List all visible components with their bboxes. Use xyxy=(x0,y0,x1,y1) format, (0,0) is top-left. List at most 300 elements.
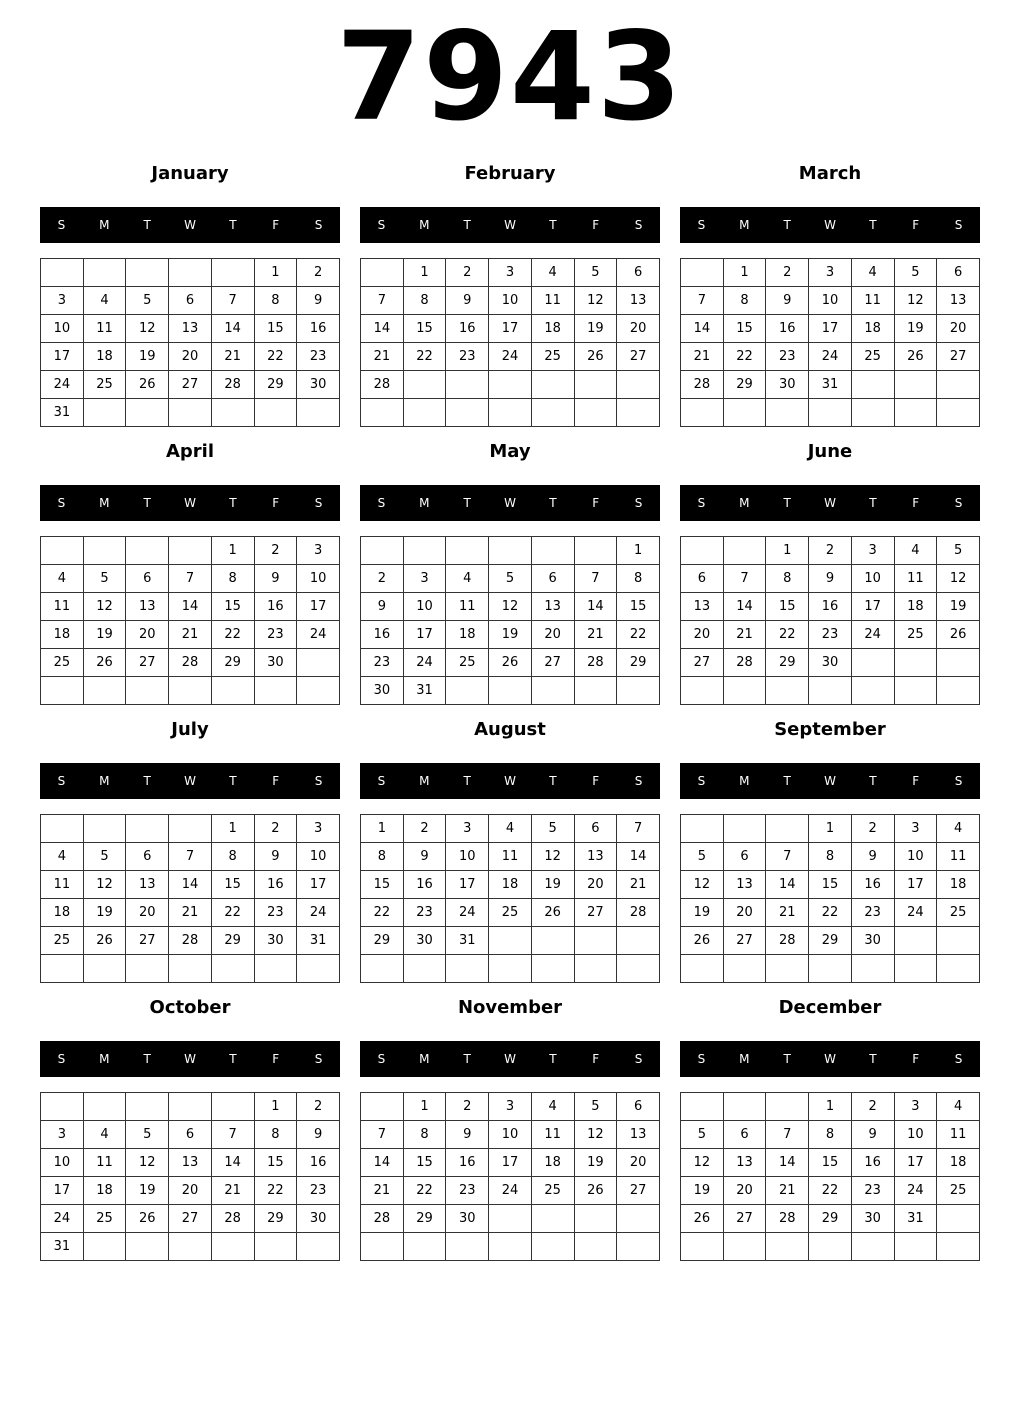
day-cell: 12 xyxy=(574,287,617,315)
day-cell xyxy=(894,677,937,705)
day-cell xyxy=(403,399,446,427)
day-cell xyxy=(937,955,980,983)
day-grid xyxy=(680,814,980,983)
day-cell: 25 xyxy=(531,1177,574,1205)
week-row xyxy=(361,955,660,983)
week-row xyxy=(361,371,660,399)
day-cell: 21 xyxy=(361,343,404,371)
day-cell: 25 xyxy=(937,1177,980,1205)
day-cell xyxy=(574,371,617,399)
day-cell: 24 xyxy=(489,1177,532,1205)
day-cell: 5 xyxy=(531,815,574,843)
day-cell: 15 xyxy=(254,315,297,343)
day-cell: 29 xyxy=(211,649,254,677)
day-grid xyxy=(680,1092,980,1261)
day-cell: 7 xyxy=(169,565,212,593)
day-cell xyxy=(531,1205,574,1233)
day-cell: 13 xyxy=(169,1149,212,1177)
weekday-label: S xyxy=(314,1052,323,1066)
day-cell: 26 xyxy=(126,1205,169,1233)
day-cell: 27 xyxy=(574,899,617,927)
day-cell: 29 xyxy=(403,1205,446,1233)
week-row xyxy=(361,1093,660,1121)
week-row xyxy=(41,621,340,649)
weekday-label: T xyxy=(143,218,151,232)
weekday-label: W xyxy=(824,774,836,788)
weekday-label: F xyxy=(272,774,280,788)
day-cell: 15 xyxy=(809,1149,852,1177)
weekday-label: S xyxy=(634,774,643,788)
day-cell: 20 xyxy=(531,621,574,649)
week-row xyxy=(361,1149,660,1177)
day-cell xyxy=(766,815,809,843)
day-cell xyxy=(446,955,489,983)
day-cell: 18 xyxy=(851,315,894,343)
year-title: 7943 xyxy=(336,6,684,148)
day-cell: 8 xyxy=(766,565,809,593)
day-cell xyxy=(574,677,617,705)
week-row xyxy=(361,649,660,677)
day-cell xyxy=(851,371,894,399)
weekday-label: T xyxy=(463,774,471,788)
day-cell xyxy=(297,677,340,705)
week-row xyxy=(361,315,660,343)
day-cell: 25 xyxy=(489,899,532,927)
day-cell: 6 xyxy=(723,1121,766,1149)
weekday-label: W xyxy=(504,1052,516,1066)
day-cell: 20 xyxy=(617,315,660,343)
day-cell: 4 xyxy=(531,1093,574,1121)
day-cell: 11 xyxy=(531,1121,574,1149)
weekday-label: T xyxy=(143,1052,151,1066)
day-cell: 7 xyxy=(211,287,254,315)
day-cell: 10 xyxy=(297,565,340,593)
week-row xyxy=(41,843,340,871)
day-cell xyxy=(41,955,84,983)
week-row xyxy=(41,371,340,399)
week-row xyxy=(361,1121,660,1149)
week-row xyxy=(361,677,660,705)
weekday-label: T xyxy=(549,774,557,788)
day-cell: 9 xyxy=(809,565,852,593)
day-cell: 15 xyxy=(211,871,254,899)
day-cell: 16 xyxy=(297,315,340,343)
day-cell: 14 xyxy=(169,593,212,621)
day-cell: 8 xyxy=(211,565,254,593)
day-cell xyxy=(297,649,340,677)
month-name: March xyxy=(798,163,862,184)
weekday-label: M xyxy=(739,1052,750,1066)
weekday-label: T xyxy=(229,218,237,232)
day-cell: 26 xyxy=(574,343,617,371)
day-cell: 10 xyxy=(809,287,852,315)
day-cell: 11 xyxy=(446,593,489,621)
weekday-label: S xyxy=(57,774,66,788)
day-cell: 3 xyxy=(809,259,852,287)
day-cell: 19 xyxy=(83,621,126,649)
month-december xyxy=(680,996,980,1260)
day-cell: 21 xyxy=(211,343,254,371)
day-cell: 22 xyxy=(617,621,660,649)
week-row xyxy=(41,315,340,343)
day-cell: 2 xyxy=(297,1093,340,1121)
day-cell xyxy=(169,1233,212,1261)
day-cell: 14 xyxy=(361,1149,404,1177)
day-cell xyxy=(681,1093,724,1121)
day-cell: 7 xyxy=(766,843,809,871)
day-cell xyxy=(531,399,574,427)
day-cell: 10 xyxy=(489,287,532,315)
day-cell: 7 xyxy=(723,565,766,593)
day-cell: 16 xyxy=(361,621,404,649)
day-cell xyxy=(809,399,852,427)
month-name: May xyxy=(489,441,531,462)
day-cell: 5 xyxy=(126,1121,169,1149)
day-cell: 26 xyxy=(531,899,574,927)
day-cell: 8 xyxy=(809,843,852,871)
day-cell: 25 xyxy=(41,927,84,955)
day-cell: 6 xyxy=(574,815,617,843)
day-cell: 17 xyxy=(894,1149,937,1177)
day-cell: 11 xyxy=(489,843,532,871)
day-grid xyxy=(360,536,660,705)
day-cell: 27 xyxy=(531,649,574,677)
day-cell: 25 xyxy=(894,621,937,649)
day-cell: 28 xyxy=(681,371,724,399)
month-june xyxy=(680,440,980,704)
day-cell: 28 xyxy=(211,1205,254,1233)
day-cell: 16 xyxy=(766,315,809,343)
day-cell: 24 xyxy=(894,1177,937,1205)
day-cell: 18 xyxy=(41,899,84,927)
day-cell: 16 xyxy=(254,871,297,899)
day-cell: 27 xyxy=(169,371,212,399)
day-cell: 12 xyxy=(937,565,980,593)
weekday-header xyxy=(360,1041,660,1077)
day-grid xyxy=(680,536,980,705)
day-cell: 11 xyxy=(83,1149,126,1177)
day-cell: 7 xyxy=(211,1121,254,1149)
day-cell xyxy=(446,677,489,705)
day-cell: 21 xyxy=(574,621,617,649)
day-cell xyxy=(83,1233,126,1261)
day-cell xyxy=(297,399,340,427)
week-row xyxy=(361,815,660,843)
weekday-label: T xyxy=(869,774,877,788)
weekday-header xyxy=(680,485,980,521)
day-cell: 7 xyxy=(169,843,212,871)
day-cell: 9 xyxy=(297,1121,340,1149)
day-cell xyxy=(41,815,84,843)
day-cell: 27 xyxy=(126,927,169,955)
day-cell: 6 xyxy=(169,287,212,315)
week-row xyxy=(681,259,980,287)
week-row xyxy=(41,1233,340,1261)
weekday-header xyxy=(680,763,980,799)
day-cell: 9 xyxy=(361,593,404,621)
day-cell: 22 xyxy=(211,899,254,927)
weekday-label: W xyxy=(824,1052,836,1066)
day-cell: 29 xyxy=(809,1205,852,1233)
day-cell: 22 xyxy=(723,343,766,371)
day-grid xyxy=(360,258,660,427)
day-cell: 10 xyxy=(446,843,489,871)
day-cell xyxy=(894,1233,937,1261)
day-cell xyxy=(937,399,980,427)
day-cell xyxy=(681,677,724,705)
day-cell: 22 xyxy=(403,1177,446,1205)
day-cell: 15 xyxy=(617,593,660,621)
day-cell: 19 xyxy=(126,343,169,371)
day-cell: 5 xyxy=(83,843,126,871)
weekday-header xyxy=(40,763,340,799)
week-row xyxy=(361,287,660,315)
day-cell: 26 xyxy=(574,1177,617,1205)
day-cell: 5 xyxy=(574,1093,617,1121)
day-cell: 25 xyxy=(41,649,84,677)
weekday-label: S xyxy=(954,218,963,232)
week-row xyxy=(681,315,980,343)
day-cell: 28 xyxy=(617,899,660,927)
day-cell: 6 xyxy=(681,565,724,593)
day-cell: 18 xyxy=(937,1149,980,1177)
day-cell: 28 xyxy=(169,927,212,955)
day-cell xyxy=(489,927,532,955)
week-row xyxy=(361,927,660,955)
day-cell: 31 xyxy=(403,677,446,705)
day-cell: 16 xyxy=(254,593,297,621)
day-cell: 1 xyxy=(617,537,660,565)
day-cell: 19 xyxy=(489,621,532,649)
day-cell: 31 xyxy=(41,399,84,427)
day-cell xyxy=(489,1233,532,1261)
day-cell: 6 xyxy=(126,843,169,871)
weekday-label: F xyxy=(272,218,280,232)
day-cell xyxy=(574,927,617,955)
day-cell: 26 xyxy=(681,927,724,955)
day-cell xyxy=(937,1205,980,1233)
day-cell: 27 xyxy=(169,1205,212,1233)
day-cell: 10 xyxy=(894,1121,937,1149)
day-cell: 31 xyxy=(41,1233,84,1261)
week-row xyxy=(681,927,980,955)
day-cell xyxy=(41,537,84,565)
weekday-label: T xyxy=(783,218,791,232)
day-cell: 13 xyxy=(531,593,574,621)
day-cell: 18 xyxy=(489,871,532,899)
weekday-label: T xyxy=(143,496,151,510)
weekday-label: T xyxy=(549,496,557,510)
day-cell: 18 xyxy=(531,315,574,343)
month-october xyxy=(40,996,340,1260)
week-row xyxy=(681,871,980,899)
weekday-label: S xyxy=(634,496,643,510)
day-cell: 30 xyxy=(297,1205,340,1233)
week-row xyxy=(681,955,980,983)
day-cell: 8 xyxy=(254,1121,297,1149)
day-cell: 19 xyxy=(681,1177,724,1205)
weekday-label: M xyxy=(99,218,110,232)
day-cell: 10 xyxy=(489,1121,532,1149)
day-cell: 6 xyxy=(531,565,574,593)
day-cell: 27 xyxy=(617,1177,660,1205)
weekday-label: S xyxy=(314,218,323,232)
day-cell xyxy=(617,677,660,705)
month-name: October xyxy=(149,997,231,1018)
month-november xyxy=(360,996,660,1260)
week-row xyxy=(361,899,660,927)
day-cell: 24 xyxy=(41,1205,84,1233)
day-cell: 2 xyxy=(446,1093,489,1121)
day-cell: 2 xyxy=(766,259,809,287)
day-cell xyxy=(211,677,254,705)
weekday-label: S xyxy=(57,1052,66,1066)
day-cell: 2 xyxy=(254,815,297,843)
day-cell xyxy=(851,399,894,427)
week-row xyxy=(681,371,980,399)
day-cell: 28 xyxy=(723,649,766,677)
weekday-label: W xyxy=(184,496,196,510)
day-cell: 11 xyxy=(894,565,937,593)
day-cell xyxy=(169,955,212,983)
week-row xyxy=(361,399,660,427)
day-cell xyxy=(211,399,254,427)
month-name: April xyxy=(165,441,215,462)
day-cell xyxy=(681,259,724,287)
day-cell: 21 xyxy=(723,621,766,649)
day-cell: 9 xyxy=(851,843,894,871)
day-cell: 9 xyxy=(446,287,489,315)
week-row xyxy=(41,593,340,621)
day-cell: 14 xyxy=(361,315,404,343)
weekday-label: F xyxy=(912,774,920,788)
day-cell: 10 xyxy=(403,593,446,621)
week-row xyxy=(681,677,980,705)
day-cell: 7 xyxy=(361,1121,404,1149)
day-cell xyxy=(766,677,809,705)
day-cell: 8 xyxy=(403,1121,446,1149)
day-cell: 9 xyxy=(297,287,340,315)
day-cell: 15 xyxy=(361,871,404,899)
weekday-header xyxy=(680,1041,980,1077)
day-cell: 14 xyxy=(766,871,809,899)
day-cell: 24 xyxy=(297,899,340,927)
day-cell: 4 xyxy=(41,843,84,871)
day-cell: 5 xyxy=(681,843,724,871)
weekday-label: F xyxy=(592,496,600,510)
day-cell: 29 xyxy=(809,927,852,955)
day-cell xyxy=(126,955,169,983)
day-cell: 17 xyxy=(809,315,852,343)
weekday-label: M xyxy=(99,496,110,510)
day-cell xyxy=(894,927,937,955)
weekday-header xyxy=(40,485,340,521)
day-cell: 15 xyxy=(403,315,446,343)
day-cell: 25 xyxy=(851,343,894,371)
day-cell xyxy=(851,1233,894,1261)
day-cell: 18 xyxy=(41,621,84,649)
month-name: November xyxy=(457,997,563,1018)
day-cell: 19 xyxy=(894,315,937,343)
weekday-label: W xyxy=(504,774,516,788)
day-cell: 9 xyxy=(446,1121,489,1149)
day-cell xyxy=(126,1233,169,1261)
day-cell xyxy=(126,677,169,705)
weekday-label: S xyxy=(314,774,323,788)
day-cell xyxy=(723,1093,766,1121)
day-cell: 8 xyxy=(403,287,446,315)
day-cell: 14 xyxy=(681,315,724,343)
day-cell: 11 xyxy=(851,287,894,315)
day-cell: 28 xyxy=(574,649,617,677)
day-cell: 18 xyxy=(83,343,126,371)
weekday-label: S xyxy=(377,1052,386,1066)
day-cell: 14 xyxy=(574,593,617,621)
day-cell xyxy=(531,677,574,705)
day-cell: 11 xyxy=(83,315,126,343)
day-cell: 17 xyxy=(403,621,446,649)
weekday-label: F xyxy=(912,218,920,232)
day-cell xyxy=(169,399,212,427)
day-cell: 30 xyxy=(446,1205,489,1233)
day-cell: 20 xyxy=(574,871,617,899)
day-cell: 8 xyxy=(211,843,254,871)
day-cell: 6 xyxy=(169,1121,212,1149)
day-cell xyxy=(83,399,126,427)
month-name: August xyxy=(474,719,546,740)
day-cell xyxy=(446,1233,489,1261)
day-cell: 22 xyxy=(766,621,809,649)
weekday-label: W xyxy=(184,218,196,232)
day-cell: 1 xyxy=(403,1093,446,1121)
day-cell: 7 xyxy=(361,287,404,315)
day-cell: 11 xyxy=(41,871,84,899)
weekday-label: W xyxy=(504,496,516,510)
day-cell: 12 xyxy=(681,1149,724,1177)
day-cell: 10 xyxy=(297,843,340,871)
day-cell xyxy=(894,649,937,677)
week-row xyxy=(361,843,660,871)
weekday-label: M xyxy=(739,774,750,788)
day-cell: 2 xyxy=(254,537,297,565)
day-cell xyxy=(809,955,852,983)
day-cell: 20 xyxy=(723,1177,766,1205)
day-cell xyxy=(83,1093,126,1121)
weekday-label: M xyxy=(419,774,430,788)
day-cell xyxy=(617,399,660,427)
day-cell xyxy=(211,1093,254,1121)
day-cell xyxy=(723,1233,766,1261)
day-cell: 16 xyxy=(403,871,446,899)
day-cell: 20 xyxy=(169,1177,212,1205)
day-cell: 22 xyxy=(211,621,254,649)
week-row xyxy=(681,1121,980,1149)
week-row xyxy=(361,343,660,371)
day-cell xyxy=(574,1205,617,1233)
day-cell: 26 xyxy=(489,649,532,677)
day-grid xyxy=(40,1092,340,1261)
day-cell: 29 xyxy=(254,1205,297,1233)
month-name: June xyxy=(807,441,853,462)
day-cell: 25 xyxy=(446,649,489,677)
day-cell: 21 xyxy=(681,343,724,371)
day-cell: 23 xyxy=(297,1177,340,1205)
day-cell: 27 xyxy=(617,343,660,371)
day-cell: 4 xyxy=(83,287,126,315)
day-cell xyxy=(126,537,169,565)
day-cell xyxy=(851,649,894,677)
day-cell: 23 xyxy=(254,621,297,649)
